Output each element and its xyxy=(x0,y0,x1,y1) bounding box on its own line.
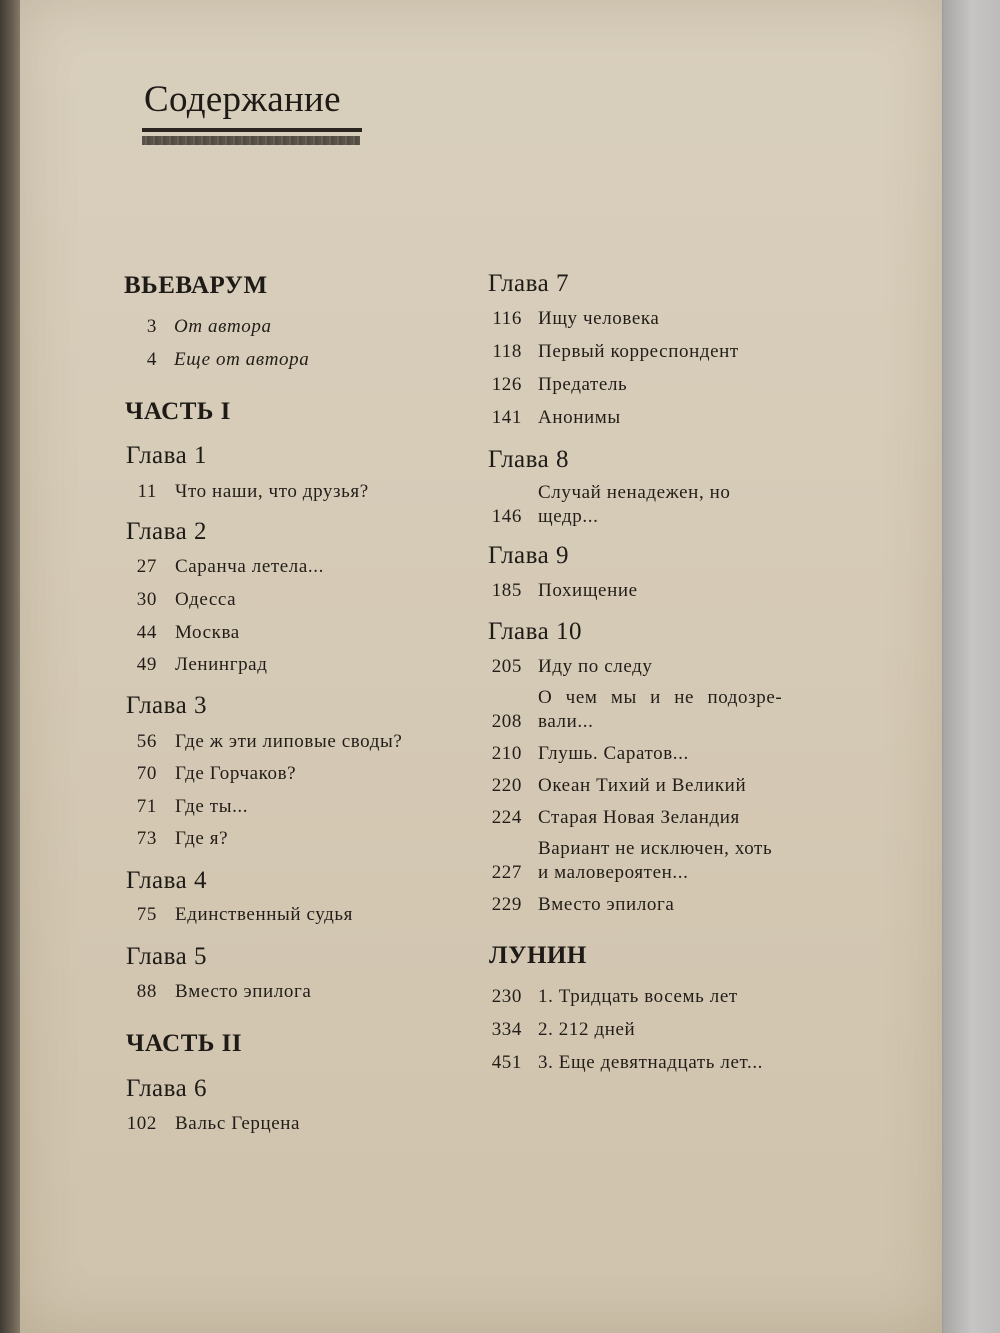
page-number: 116 xyxy=(492,308,522,329)
entry-title-line-1: Вариант не исключен, хоть xyxy=(538,838,773,859)
page-number: 141 xyxy=(491,407,522,428)
entry-title: Что наши, что друзья? xyxy=(175,481,369,502)
chapter-heading-6: Глава 6 xyxy=(126,1075,207,1102)
entry-title: Где ж эти липовые своды? xyxy=(175,731,403,752)
book-spine-edge xyxy=(0,0,22,1333)
title-ornament xyxy=(142,136,360,145)
part-heading-1: ЧАСТЬ I xyxy=(125,398,231,425)
entry-title: 3. Еще девятнадцать лет... xyxy=(538,1052,764,1073)
entry-title: Вальс Герцена xyxy=(175,1113,301,1134)
entry-title: Где ты... xyxy=(175,796,249,817)
entry-title: Похищение xyxy=(538,580,638,601)
chapter-heading-2: Глава 2 xyxy=(126,518,207,545)
title-underline xyxy=(142,128,362,132)
page-number: 208 xyxy=(491,711,522,732)
page-number: 11 xyxy=(137,481,157,502)
entry-title: Где Горчаков? xyxy=(175,763,297,784)
page-number: 118 xyxy=(492,341,522,362)
chapter-heading-10: Глава 10 xyxy=(488,618,582,645)
page-number: 49 xyxy=(136,654,157,675)
entry-title: Ленинград xyxy=(175,654,268,675)
page-number: 44 xyxy=(136,622,157,643)
entry-title: Где я? xyxy=(175,828,229,849)
entry-title-line-2: вали... xyxy=(538,711,594,732)
entry-title: Саранча летела... xyxy=(175,556,324,577)
entry-title: Одесса xyxy=(175,589,237,610)
entry-title: Океан Тихий и Великий xyxy=(538,775,747,796)
page-number: 230 xyxy=(491,986,522,1007)
page-number: 451 xyxy=(491,1052,522,1073)
page-number: 210 xyxy=(491,743,522,764)
entry-title: Предатель xyxy=(538,374,628,395)
entry-title-line-1: Случай ненадежен, но xyxy=(538,482,731,503)
page-number: 30 xyxy=(136,589,157,610)
entry-title: Глушь. Саратов... xyxy=(538,743,689,764)
section-heading-intro: ВЬЕВАРУМ xyxy=(124,272,268,299)
entry-title: Анонимы xyxy=(538,407,621,428)
page-number: 3 xyxy=(146,316,157,337)
entry-title-line-1: О чем мы и не подозре- xyxy=(538,687,783,708)
entry-title-line-2: и маловероятен... xyxy=(538,862,689,883)
entry-title: Ищу человека xyxy=(538,308,660,329)
page-number: 220 xyxy=(491,775,522,796)
page-number: 224 xyxy=(491,807,522,828)
page-number: 146 xyxy=(491,506,522,527)
entry-title: От автора xyxy=(174,316,272,337)
page-number: 185 xyxy=(491,580,522,601)
entry-title: Еще от автора xyxy=(174,349,310,370)
page-number: 102 xyxy=(126,1113,157,1134)
page-number: 334 xyxy=(491,1019,522,1040)
entry-title: Первый корреспондент xyxy=(538,341,739,362)
page-number: 229 xyxy=(491,894,522,915)
chapter-heading-5: Глава 5 xyxy=(126,943,207,970)
page-number: 4 xyxy=(146,349,157,370)
page-number: 56 xyxy=(136,731,157,752)
chapter-heading-8: Глава 8 xyxy=(488,446,569,473)
page-number: 71 xyxy=(136,796,157,817)
toc-title: Содержание xyxy=(144,79,341,120)
page-number: 73 xyxy=(136,828,157,849)
entry-title: Вместо эпилога xyxy=(538,894,675,915)
chapter-heading-4: Глава 4 xyxy=(126,867,207,894)
page-number: 70 xyxy=(136,763,157,784)
chapter-heading-9: Глава 9 xyxy=(488,542,569,569)
page-number: 88 xyxy=(136,981,157,1002)
page-number: 205 xyxy=(491,656,522,677)
page-number: 27 xyxy=(136,556,157,577)
chapter-heading-3: Глава 3 xyxy=(126,692,207,719)
entry-title: Старая Новая Зеландия xyxy=(538,807,740,828)
part-heading-2: ЧАСТЬ II xyxy=(126,1030,243,1057)
page-number: 227 xyxy=(491,862,522,883)
section-heading-lunin: ЛУНИН xyxy=(489,942,587,969)
page-number: 126 xyxy=(491,374,522,395)
entry-title: 1. Тридцать восемь лет xyxy=(538,986,738,1007)
entry-title: Иду по следу xyxy=(538,656,653,677)
chapter-heading-7: Глава 7 xyxy=(488,270,569,297)
chapter-heading-1: Глава 1 xyxy=(126,442,207,469)
entry-title-line-2: щедр... xyxy=(538,506,599,527)
entry-title: Единственный судья xyxy=(175,904,354,925)
entry-title: Москва xyxy=(175,622,240,643)
page-number: 75 xyxy=(136,904,157,925)
entry-title: Вместо эпилога xyxy=(175,981,312,1002)
book-page xyxy=(20,0,942,1333)
entry-title: 2. 212 дней xyxy=(538,1019,636,1040)
